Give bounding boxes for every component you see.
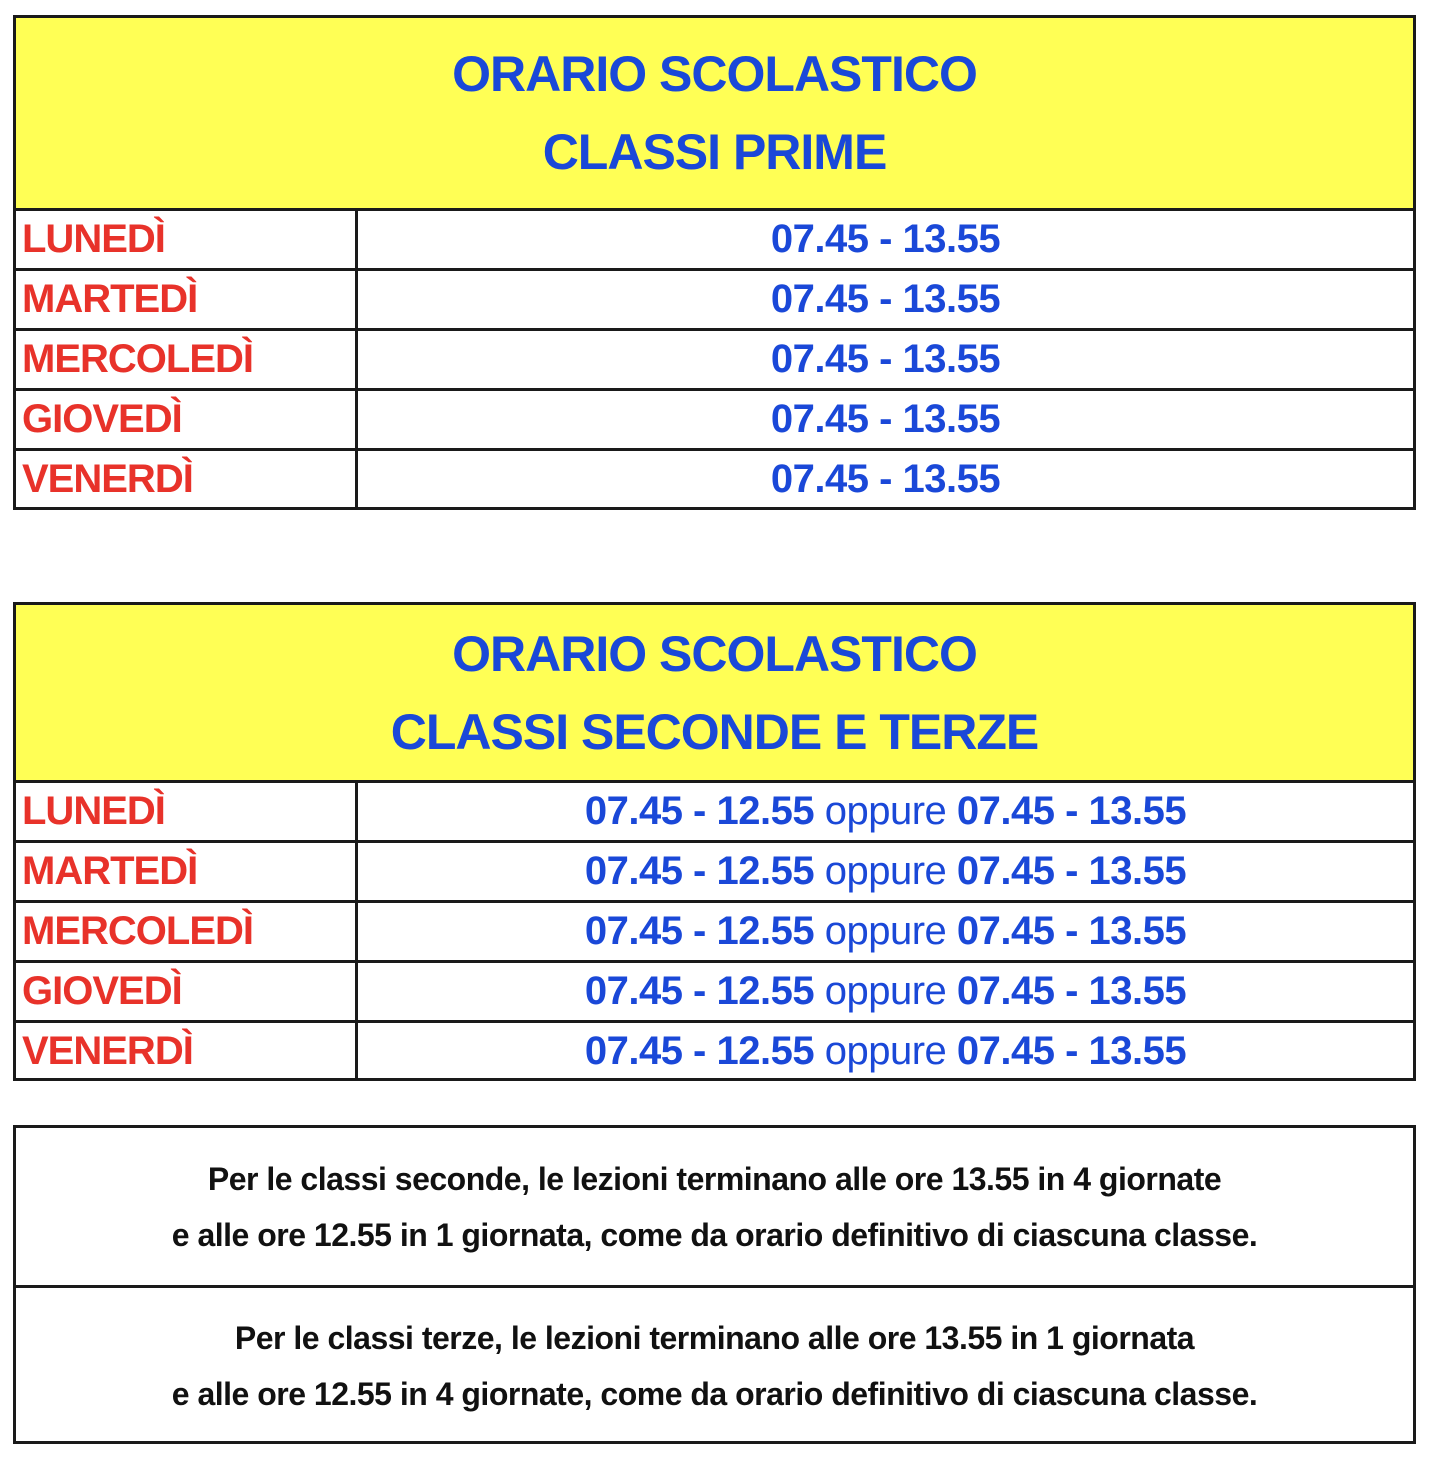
table-row (16, 903, 1413, 963)
schedule-table-classi-seconde-terze (13, 602, 1416, 1081)
time-value-long: 07.45 - 13.55 (956, 789, 1187, 833)
time-value-long: 07.45 - 13.55 (956, 909, 1187, 953)
time-value-short: 07.45 - 12.55 (584, 789, 815, 833)
table-title: ORARIO SCOLASTICO (452, 625, 977, 682)
connector-text: oppure (824, 909, 947, 953)
connector-text: oppure (824, 1029, 947, 1073)
table-header (16, 18, 1413, 211)
day-cell: MARTEDÌ (16, 843, 358, 900)
time-cell (358, 843, 1413, 900)
time-value-long: 07.45 - 13.55 (956, 969, 1187, 1013)
time-cell (358, 963, 1413, 1020)
table-title: ORARIO SCOLASTICO (452, 46, 977, 102)
day-cell: GIOVEDÌ (16, 391, 358, 448)
table-row (16, 271, 1413, 331)
notes-box (13, 1125, 1416, 1444)
table-row (16, 211, 1413, 271)
table-row (16, 451, 1413, 508)
day-cell: VENERDÌ (16, 1023, 358, 1080)
time-value-short: 07.45 - 12.55 (584, 849, 815, 893)
time-cell (358, 1023, 1413, 1080)
day-cell: MARTEDÌ (16, 271, 358, 328)
time-value-short: 07.45 - 12.55 (584, 969, 815, 1013)
day-cell: LUNEDÌ (16, 211, 358, 268)
day-cell: LUNEDÌ (16, 783, 358, 840)
table-row (16, 331, 1413, 391)
table-subtitle: CLASSI PRIME (542, 124, 887, 180)
connector-text: oppure (824, 789, 947, 833)
connector-text: oppure (824, 849, 947, 893)
day-cell: MERCOLEDÌ (16, 331, 358, 388)
time-value: 07.45 - 13.55 (770, 277, 1001, 321)
time-value-short: 07.45 - 12.55 (584, 909, 815, 953)
time-value: 07.45 - 13.55 (770, 397, 1001, 441)
time-value-long: 07.45 - 13.55 (956, 849, 1187, 893)
note-classi-seconde (16, 1128, 1413, 1285)
note-classi-terze (16, 1285, 1413, 1444)
day-cell: GIOVEDÌ (16, 963, 358, 1020)
time-value-short: 07.45 - 12.55 (584, 1029, 815, 1073)
schedule-table-classi-prime (13, 15, 1416, 510)
time-cell (358, 451, 1413, 508)
table-subtitle: CLASSI SECONDE E TERZE (390, 703, 1039, 760)
time-value: 07.45 - 13.55 (770, 457, 1001, 501)
time-value-long: 07.45 - 13.55 (956, 1029, 1187, 1073)
day-cell: MERCOLEDÌ (16, 903, 358, 960)
note-line: e alle ore 12.55 in 4 giornate, come da orario definitivo di ciascuna classe. (171, 1376, 1258, 1412)
connector-text: oppure (824, 969, 947, 1013)
table-row (16, 843, 1413, 903)
time-cell (358, 271, 1413, 328)
time-cell (358, 783, 1413, 840)
table-row (16, 783, 1413, 843)
time-value: 07.45 - 13.55 (770, 217, 1001, 261)
day-cell: VENERDÌ (16, 451, 358, 508)
time-cell (358, 903, 1413, 960)
note-line: Per le classi terze, le lezioni terminano alle ore 13.55 in 1 giornata (234, 1320, 1195, 1356)
time-value: 07.45 - 13.55 (770, 337, 1001, 381)
note-line: Per le classi seconde, le lezioni terminano alle ore 13.55 in 4 giornate (207, 1160, 1222, 1197)
table-row (16, 963, 1413, 1023)
time-cell (358, 331, 1413, 388)
table-header (16, 605, 1413, 783)
time-cell (358, 391, 1413, 448)
table-row (16, 1023, 1413, 1080)
time-cell (358, 211, 1413, 268)
note-line: e alle ore 12.55 in 1 giornata, come da orario definitivo di ciascuna classe. (171, 1216, 1258, 1253)
table-row (16, 391, 1413, 451)
